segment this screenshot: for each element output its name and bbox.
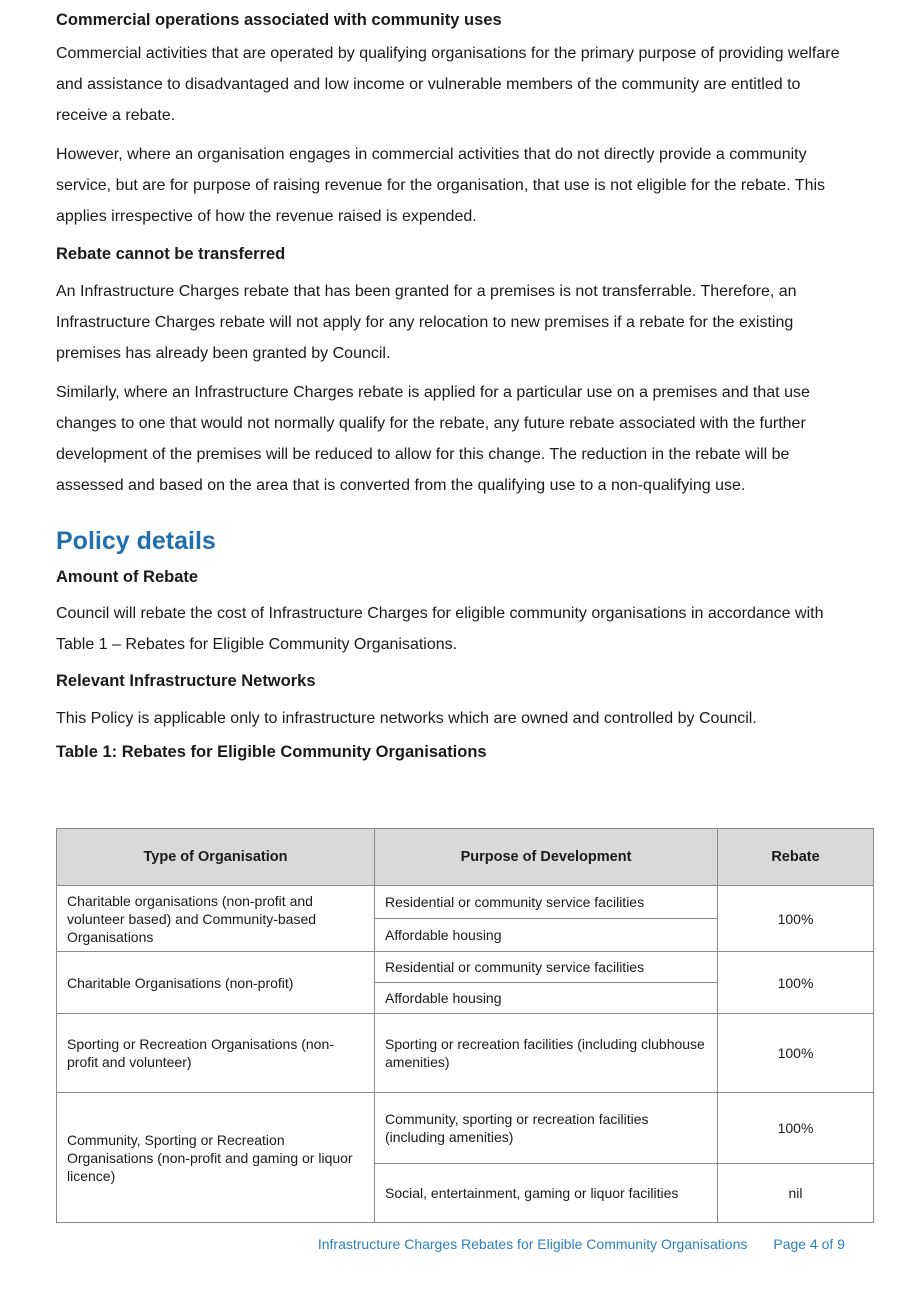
purpose-cell: Residential or community service facilities — [375, 886, 718, 919]
purpose-cell: Residential or community service facilities — [375, 952, 718, 983]
rebate-cell: 100% — [718, 952, 874, 1014]
purpose-cell: Social, entertainment, gaming or liquor facilities — [375, 1164, 718, 1223]
org-cell: Sporting or Recreation Organisations (non-profit and volunteer) — [57, 1014, 375, 1093]
rebate-cell: nil — [718, 1164, 874, 1223]
purpose-cell: Affordable housing — [375, 983, 718, 1014]
heading-relevant-networks: Relevant Infrastructure Networks — [56, 672, 316, 690]
table-row — [57, 886, 874, 919]
table-row — [57, 952, 874, 983]
org-cell: Charitable organisations (non-profit and volunteer based) and Community-based Organisations — [57, 886, 375, 952]
table-header-row — [57, 829, 874, 886]
header-type-of-organisation: Type of Organisation — [57, 829, 375, 886]
paragraph-transfer-1: An Infrastructure Charges rebate that has been granted for a premises is not transferrable. Therefore, an Infrastructure Charges rebate will not apply for any relocation to new premises if a rebate for the existing premises has already been granted by Council. — [56, 283, 797, 362]
table-caption: Table 1: Rebates for Eligible Community Organisations — [56, 743, 487, 761]
paragraph-commercial-1: Commercial activities that are operated by qualifying organisations for the primary purpose of providing welfare and assistance to disadvantaged and low income or vulnerable members of the community are entitled to receive a rebate. — [56, 45, 840, 124]
org-cell: Charitable Organisations (non-profit) — [57, 952, 375, 1014]
purpose-cell: Affordable housing — [375, 919, 718, 952]
rebate-cell: 100% — [718, 1014, 874, 1093]
purpose-cell: Sporting or recreation facilities (including clubhouse amenities) — [375, 1014, 718, 1093]
heading-rebate-not-transferred: Rebate cannot be transferred — [56, 245, 286, 263]
table-row — [57, 1014, 874, 1093]
paragraph-relevant-networks: This Policy is applicable only to infrastructure networks which are owned and controlled by Council. — [56, 710, 757, 727]
purpose-cell: Community, sporting or recreation facilities (including amenities) — [375, 1093, 718, 1164]
rebate-cell: 100% — [718, 886, 874, 952]
footer-page-number: Page 4 of 9 — [773, 1236, 845, 1252]
rebate-cell: 100% — [718, 1093, 874, 1164]
paragraph-amount-of-rebate: Council will rebate the cost of Infrastructure Charges for eligible community organisations in accordance with Table 1 – Rebates for Eligible Community Organisations. — [56, 605, 824, 653]
header-rebate: Rebate — [718, 829, 874, 886]
heading-amount-of-rebate: Amount of Rebate — [56, 568, 199, 586]
footer-document-title: Infrastructure Charges Rebates for Eligible Community Organisations — [317, 1236, 748, 1252]
heading-commercial-operations: Commercial operations associated with community uses — [56, 11, 502, 29]
table-row — [57, 1093, 874, 1164]
paragraph-commercial-2: However, where an organisation engages in commercial activities that do not directly provide a community service, but are for purpose of raising revenue for the organisation, that use is not eligible for the rebate. This applies irrespective of how the revenue raised is expended. — [56, 146, 826, 225]
page-body — [56, 8, 856, 764]
rebates-table — [56, 828, 874, 1223]
org-cell: Community, Sporting or Recreation Organisations (non-profit and gaming or liquor licence) — [57, 1093, 375, 1223]
paragraph-transfer-2: Similarly, where an Infrastructure Charges rebate is applied for a particular use on a premises and that use changes to one that would not normally qualify for the rebate, any future rebate associated with the further development of the premises will be reduced to allow for this change. The reduction in the rebate will be assessed and based on the area that is converted from the qualifying use to a non-qualifying use. — [56, 384, 810, 494]
heading-policy-details: Policy details — [56, 527, 216, 555]
header-purpose-of-development: Purpose of Development — [375, 829, 718, 886]
page-footer — [0, 1236, 845, 1252]
